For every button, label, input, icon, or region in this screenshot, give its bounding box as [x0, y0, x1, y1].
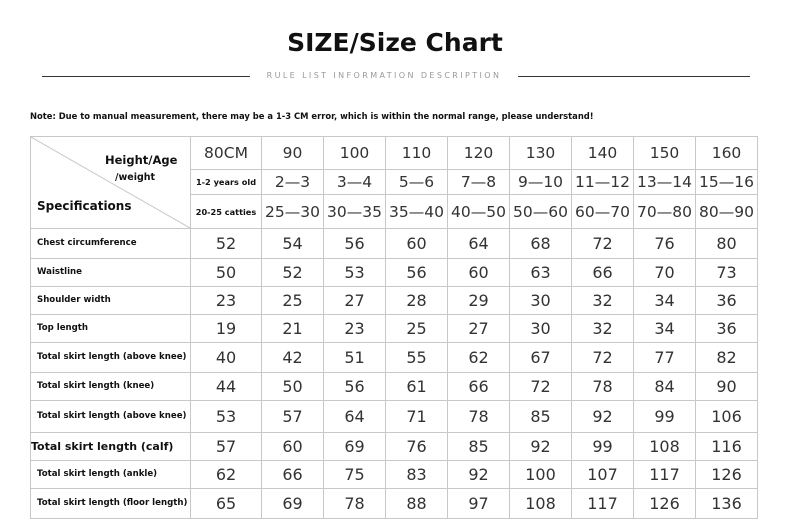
measurement-value: 36: [696, 287, 758, 315]
measurement-value: 76: [634, 229, 696, 259]
measurement-value: 107: [572, 461, 634, 489]
measurement-value: 60: [262, 433, 324, 461]
measurement-value: 52: [191, 229, 262, 259]
measurement-value: 69: [262, 489, 324, 519]
measurement-value: 44: [191, 373, 262, 401]
measurement-label: Shoulder width: [31, 287, 191, 315]
measurement-value: 82: [696, 343, 758, 373]
weight-cell: 80—90: [696, 195, 758, 229]
measurement-value: 85: [510, 401, 572, 433]
table-row: [31, 461, 758, 489]
measurement-value: 117: [572, 489, 634, 519]
measurement-value: 88: [386, 489, 448, 519]
measurement-value: 27: [448, 315, 510, 343]
measurement-label: Total skirt length (above knee): [31, 401, 191, 433]
measurement-value: 62: [191, 461, 262, 489]
measurement-label: Total skirt length (calf): [31, 433, 191, 461]
measurement-value: 56: [386, 259, 448, 287]
weight-cell: 70—80: [634, 195, 696, 229]
measurement-value: 66: [448, 373, 510, 401]
measurement-value: 23: [191, 287, 262, 315]
measurement-value: 34: [634, 315, 696, 343]
table-row: [31, 229, 758, 259]
measurement-value: 25: [262, 287, 324, 315]
measurement-value: 65: [191, 489, 262, 519]
measurement-value: 92: [510, 433, 572, 461]
measurement-value: 54: [262, 229, 324, 259]
age-label-cell: 1-2 years old: [191, 170, 262, 195]
page-title: SIZE/Size Chart: [287, 28, 503, 57]
measurement-value: 25: [386, 315, 448, 343]
height-cell: 130: [510, 137, 572, 170]
table-row: [31, 373, 758, 401]
measurement-value: 23: [324, 315, 386, 343]
measurement-value: 61: [386, 373, 448, 401]
measurement-value: 62: [448, 343, 510, 373]
age-cell: 2—3: [262, 170, 324, 195]
measurement-value: 51: [324, 343, 386, 373]
height-row: [31, 137, 758, 170]
table-row: [31, 489, 758, 519]
measurement-value: 72: [572, 343, 634, 373]
age-cell: 11—12: [572, 170, 634, 195]
table-row: [31, 401, 758, 433]
measurement-value: 97: [448, 489, 510, 519]
measurement-value: 77: [634, 343, 696, 373]
weight-label-cell: 20-25 catties: [191, 195, 262, 229]
measurement-value: 78: [572, 373, 634, 401]
measurement-label: Total skirt length (ankle): [31, 461, 191, 489]
measurement-label: Waistline: [31, 259, 191, 287]
measurement-value: 30: [510, 287, 572, 315]
measurement-value: 32: [572, 315, 634, 343]
measurement-value: 90: [696, 373, 758, 401]
measurement-value: 117: [634, 461, 696, 489]
height-cell: 150: [634, 137, 696, 170]
weight-cell: 35—40: [386, 195, 448, 229]
measurement-value: 57: [262, 401, 324, 433]
measurement-value: 67: [510, 343, 572, 373]
measurement-value: 53: [324, 259, 386, 287]
measurement-value: 84: [634, 373, 696, 401]
measurement-value: 56: [324, 373, 386, 401]
weight-cell: 60—70: [572, 195, 634, 229]
measurement-value: 85: [448, 433, 510, 461]
corner-weight-label: /weight: [115, 172, 156, 183]
measurement-value: 50: [262, 373, 324, 401]
measurement-rows: [31, 229, 758, 519]
measurement-value: 52: [262, 259, 324, 287]
measurement-value: 66: [572, 259, 634, 287]
measurement-value: 75: [324, 461, 386, 489]
measurement-label: Chest circumference: [31, 229, 191, 259]
weight-cell: 25—30: [262, 195, 324, 229]
measurement-value: 73: [696, 259, 758, 287]
measurement-value: 72: [572, 229, 634, 259]
corner-height-age-label: Height/Age: [105, 153, 178, 167]
table-row: [31, 343, 758, 373]
measurement-value: 63: [510, 259, 572, 287]
measurement-value: 36: [696, 315, 758, 343]
age-cell: 7—8: [448, 170, 510, 195]
measurement-value: 99: [634, 401, 696, 433]
measurement-value: 69: [324, 433, 386, 461]
height-cell: 90: [262, 137, 324, 170]
age-cell: 15—16: [696, 170, 758, 195]
measurement-value: 21: [262, 315, 324, 343]
table-row: [31, 259, 758, 287]
measurement-value: 126: [696, 461, 758, 489]
measurement-note: Note: Due to manual measurement, there may be a 1-3 CM error, which is within the normal range, please understand!: [30, 111, 594, 121]
height-cell: 100: [324, 137, 386, 170]
measurement-value: 27: [324, 287, 386, 315]
measurement-value: 53: [191, 401, 262, 433]
height-cell: 110: [386, 137, 448, 170]
measurement-label: Top length: [31, 315, 191, 343]
height-cell: 140: [572, 137, 634, 170]
corner-specifications-label: Specifications: [37, 199, 132, 213]
size-chart-table: [30, 136, 758, 519]
measurement-value: 106: [696, 401, 758, 433]
measurement-label: Total skirt length (knee): [31, 373, 191, 401]
measurement-value: 78: [324, 489, 386, 519]
measurement-value: 100: [510, 461, 572, 489]
measurement-value: 71: [386, 401, 448, 433]
measurement-value: 32: [572, 287, 634, 315]
table-row: [31, 315, 758, 343]
measurement-value: 60: [448, 259, 510, 287]
measurement-value: 83: [386, 461, 448, 489]
height-cell: 80CM: [191, 137, 262, 170]
measurement-value: 42: [262, 343, 324, 373]
rule-divider-right: [518, 76, 750, 77]
measurement-value: 136: [696, 489, 758, 519]
corner-diagonal: [31, 137, 190, 228]
measurement-value: 55: [386, 343, 448, 373]
measurement-value: 64: [324, 401, 386, 433]
measurement-value: 116: [696, 433, 758, 461]
measurement-value: 92: [572, 401, 634, 433]
measurement-value: 64: [448, 229, 510, 259]
rule-caption: RULE LIST INFORMATION DESCRIPTION: [266, 71, 502, 80]
measurement-value: 126: [634, 489, 696, 519]
height-cell: 160: [696, 137, 758, 170]
measurement-value: 108: [510, 489, 572, 519]
measurement-value: 70: [634, 259, 696, 287]
measurement-value: 92: [448, 461, 510, 489]
measurement-value: 29: [448, 287, 510, 315]
measurement-value: 57: [191, 433, 262, 461]
measurement-label: Total skirt length (floor length): [31, 489, 191, 519]
measurement-value: 30: [510, 315, 572, 343]
table-row: [31, 433, 758, 461]
weight-cell: 30—35: [324, 195, 386, 229]
age-cell: 13—14: [634, 170, 696, 195]
measurement-value: 19: [191, 315, 262, 343]
age-cell: 3—4: [324, 170, 386, 195]
rule-divider-left: [42, 76, 250, 77]
weight-cell: 40—50: [448, 195, 510, 229]
measurement-value: 72: [510, 373, 572, 401]
height-cell: 120: [448, 137, 510, 170]
measurement-value: 60: [386, 229, 448, 259]
measurement-value: 56: [324, 229, 386, 259]
age-cell: 5—6: [386, 170, 448, 195]
measurement-value: 78: [448, 401, 510, 433]
measurement-value: 40: [191, 343, 262, 373]
measurement-value: 68: [510, 229, 572, 259]
corner-header-cell: [31, 137, 191, 229]
measurement-value: 80: [696, 229, 758, 259]
table-row: [31, 287, 758, 315]
measurement-value: 108: [634, 433, 696, 461]
weight-cell: 50—60: [510, 195, 572, 229]
measurement-value: 50: [191, 259, 262, 287]
measurement-label: Total skirt length (above knee): [31, 343, 191, 373]
age-cell: 9—10: [510, 170, 572, 195]
measurement-value: 76: [386, 433, 448, 461]
measurement-value: 28: [386, 287, 448, 315]
measurement-value: 66: [262, 461, 324, 489]
measurement-value: 34: [634, 287, 696, 315]
measurement-value: 99: [572, 433, 634, 461]
